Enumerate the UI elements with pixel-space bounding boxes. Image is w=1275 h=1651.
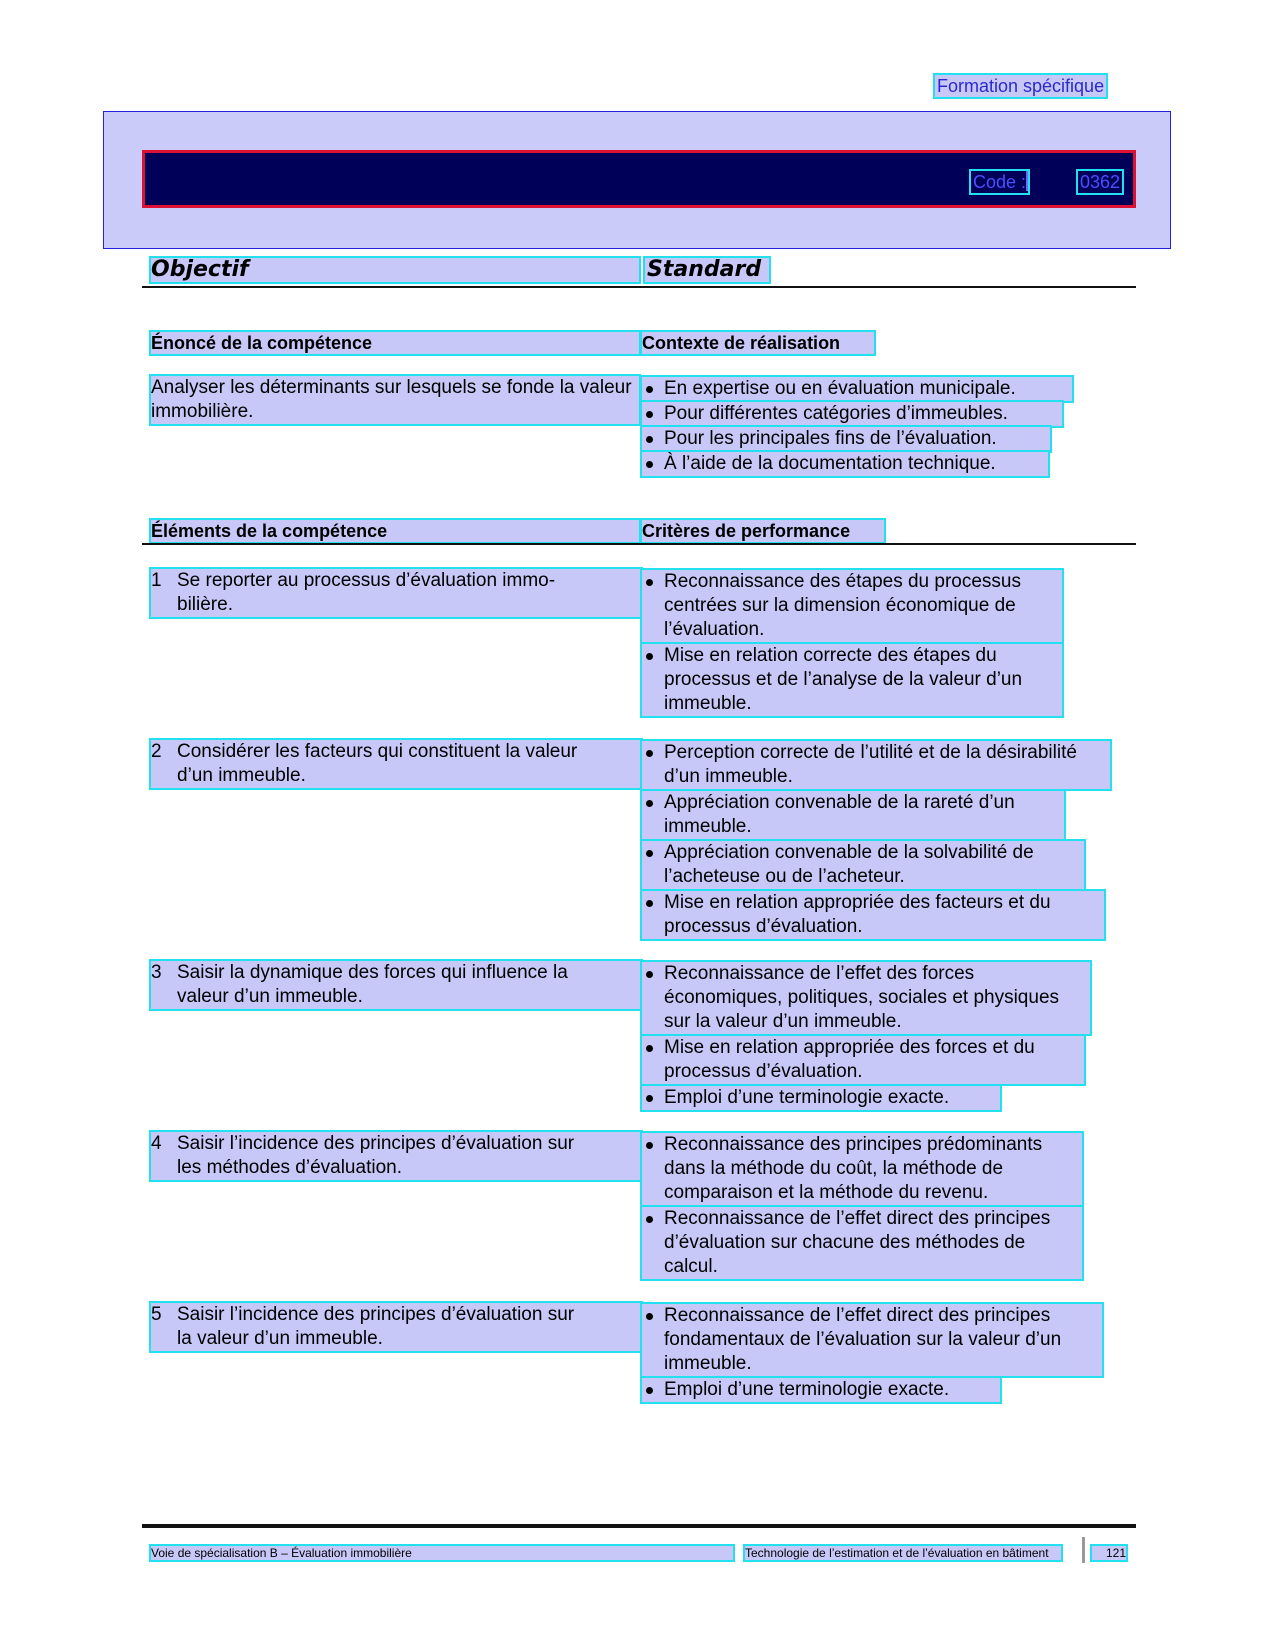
bullet-icon bbox=[646, 411, 653, 418]
element-number: 1 bbox=[151, 570, 162, 591]
elements-rule bbox=[142, 543, 1136, 545]
criteria-item bbox=[642, 1304, 1102, 1376]
elements-heading: Éléments de la compétence bbox=[151, 520, 639, 542]
element-number: 4 bbox=[151, 1133, 162, 1154]
element-line2: d’un immeuble. bbox=[177, 765, 306, 786]
code-value: 0362 bbox=[1080, 172, 1121, 192]
element-line1: Saisir la dynamique des forces qui influence la bbox=[177, 962, 568, 983]
criteria-item bbox=[642, 891, 1104, 939]
criteria-item-text: Reconnaissance de l’effet direct des principes d’évaluation sur chacune des méthodes de calcul. bbox=[664, 1208, 1051, 1277]
criteria-item-text: Emploi d’une terminologie exacte. bbox=[664, 1379, 950, 1400]
statement-text bbox=[151, 376, 641, 424]
criteria-item-text: Emploi d’une terminologie exacte. bbox=[664, 1087, 950, 1108]
footer-separator bbox=[1082, 1537, 1085, 1563]
context-item bbox=[642, 402, 1062, 426]
code-separator bbox=[1026, 171, 1028, 191]
criteria-item-text: Reconnaissance des principes prédominants dans la méthode du coût, la méthode de comparaison et la méthode du revenu. bbox=[664, 1134, 1043, 1203]
context-item-text: À l’aide de la documentation technique. bbox=[664, 453, 996, 474]
bullet-icon bbox=[646, 653, 653, 660]
criteria-list bbox=[642, 962, 1090, 1110]
element-line2: la valeur d’un immeuble. bbox=[177, 1328, 383, 1349]
context-item bbox=[642, 427, 1050, 451]
context-item-text: Pour les principales fins de l’évaluation. bbox=[664, 428, 997, 449]
footer-left: Voie de spécialisation B – Évaluation immobilière bbox=[151, 1546, 733, 1560]
criteria-item-text: Appréciation convenable de la solvabilité de l’acheteuse ou de l’acheteur. bbox=[664, 842, 1034, 887]
bullet-icon bbox=[646, 850, 653, 857]
element-item bbox=[151, 961, 641, 1009]
bullet-icon bbox=[646, 1387, 653, 1394]
criteria-item-text: Reconnaissance des étapes du processus centrées sur la dimension économique de l’évaluation. bbox=[664, 571, 1022, 640]
criteria-item bbox=[642, 1378, 1000, 1402]
element-line2: bilière. bbox=[177, 594, 233, 615]
element-number: 3 bbox=[151, 962, 162, 983]
criteria-item-text: Mise en relation appropriée des facteurs et du processus d’évaluation. bbox=[664, 892, 1051, 937]
criteria-item-text: Reconnaissance de l’effet des forces économiques, politiques, sociales et physiques sur la valeur d’un immeuble. bbox=[664, 963, 1060, 1032]
context-heading: Contexte de réalisation bbox=[642, 332, 874, 354]
bullet-icon bbox=[646, 1216, 653, 1223]
context-item bbox=[642, 377, 1072, 401]
criteria-item bbox=[642, 570, 1062, 642]
criteria-item bbox=[642, 1207, 1082, 1279]
criteria-item-text: Reconnaissance de l’effet direct des principes fondamentaux de l’évaluation sur la valeur d’un immeuble. bbox=[664, 1305, 1062, 1374]
element-line1: Saisir l’incidence des principes d’évaluation sur bbox=[177, 1304, 575, 1325]
element-item bbox=[151, 740, 641, 788]
bullet-icon bbox=[646, 1313, 653, 1320]
element-line1: Se reporter au processus d’évaluation immo- bbox=[177, 570, 556, 591]
statement-heading: Énoncé de la compétence bbox=[151, 332, 639, 354]
footer-rule bbox=[142, 1524, 1136, 1528]
element-number: 5 bbox=[151, 1304, 162, 1325]
criteria-heading: Critères de performance bbox=[642, 520, 884, 542]
criteria-item bbox=[642, 841, 1084, 889]
element-item bbox=[151, 1132, 641, 1180]
criteria-item bbox=[642, 1133, 1082, 1205]
criteria-item bbox=[642, 962, 1090, 1034]
element-item bbox=[151, 569, 641, 617]
standard-heading: Standard bbox=[645, 258, 769, 282]
criteria-item-text: Mise en relation appropriée des forces et du processus d’évaluation. bbox=[664, 1037, 1035, 1082]
criteria-item bbox=[642, 644, 1062, 716]
bullet-icon bbox=[646, 800, 653, 807]
bullet-icon bbox=[646, 436, 653, 443]
element-line1: Saisir l’incidence des principes d’évaluation sur bbox=[177, 1133, 575, 1154]
element-line2: les méthodes d’évaluation. bbox=[177, 1157, 402, 1178]
criteria-item-text: Perception correcte de l’utilité et de la désirabilité d’un immeuble. bbox=[664, 742, 1077, 787]
bullet-icon bbox=[646, 750, 653, 757]
criteria-item bbox=[642, 741, 1110, 789]
context-item-text: Pour différentes catégories d’immeubles. bbox=[664, 403, 1008, 424]
bullet-icon bbox=[646, 900, 653, 907]
element-line2: valeur d’un immeuble. bbox=[177, 986, 363, 1007]
element-number: 2 bbox=[151, 741, 162, 762]
bullet-icon bbox=[646, 971, 653, 978]
bullet-icon bbox=[646, 1095, 653, 1102]
criteria-item bbox=[642, 1086, 1000, 1110]
bullet-icon bbox=[646, 579, 653, 586]
criteria-list bbox=[642, 1133, 1082, 1279]
statement-text-value: Analyser les déterminants sur lesquels se fonde la valeur immobilière. bbox=[151, 376, 639, 424]
bullet-icon bbox=[646, 461, 653, 468]
page-number: 121 bbox=[1092, 1546, 1126, 1560]
criteria-item-text: Mise en relation correcte des étapes du processus et de l’analyse de la valeur d’un immeuble. bbox=[664, 645, 1023, 714]
criteria-item-text: Appréciation convenable de la rareté d’un immeuble. bbox=[664, 792, 1015, 837]
objective-heading: Objectif bbox=[151, 258, 639, 282]
code-label: Code : bbox=[973, 172, 1027, 192]
element-line1: Considérer les facteurs qui constituent la valeur bbox=[177, 741, 578, 762]
criteria-item bbox=[642, 791, 1064, 839]
footer-right: Technologie de l’estimation et de l’évaluation en bâtiment bbox=[745, 1546, 1061, 1560]
criteria-list bbox=[642, 570, 1062, 716]
bullet-icon bbox=[646, 386, 653, 393]
criteria-list bbox=[642, 1304, 1102, 1402]
bullet-icon bbox=[646, 1142, 653, 1149]
section-tag: Formation spécifique bbox=[937, 76, 1105, 96]
context-list bbox=[642, 377, 1082, 476]
criteria-item bbox=[642, 1036, 1084, 1084]
context-item bbox=[642, 452, 1048, 476]
criteria-list bbox=[642, 741, 1110, 939]
bullet-icon bbox=[646, 1045, 653, 1052]
header-rule bbox=[142, 286, 1136, 288]
context-item-text: En expertise ou en évaluation municipale. bbox=[664, 378, 1016, 399]
element-item bbox=[151, 1303, 641, 1351]
